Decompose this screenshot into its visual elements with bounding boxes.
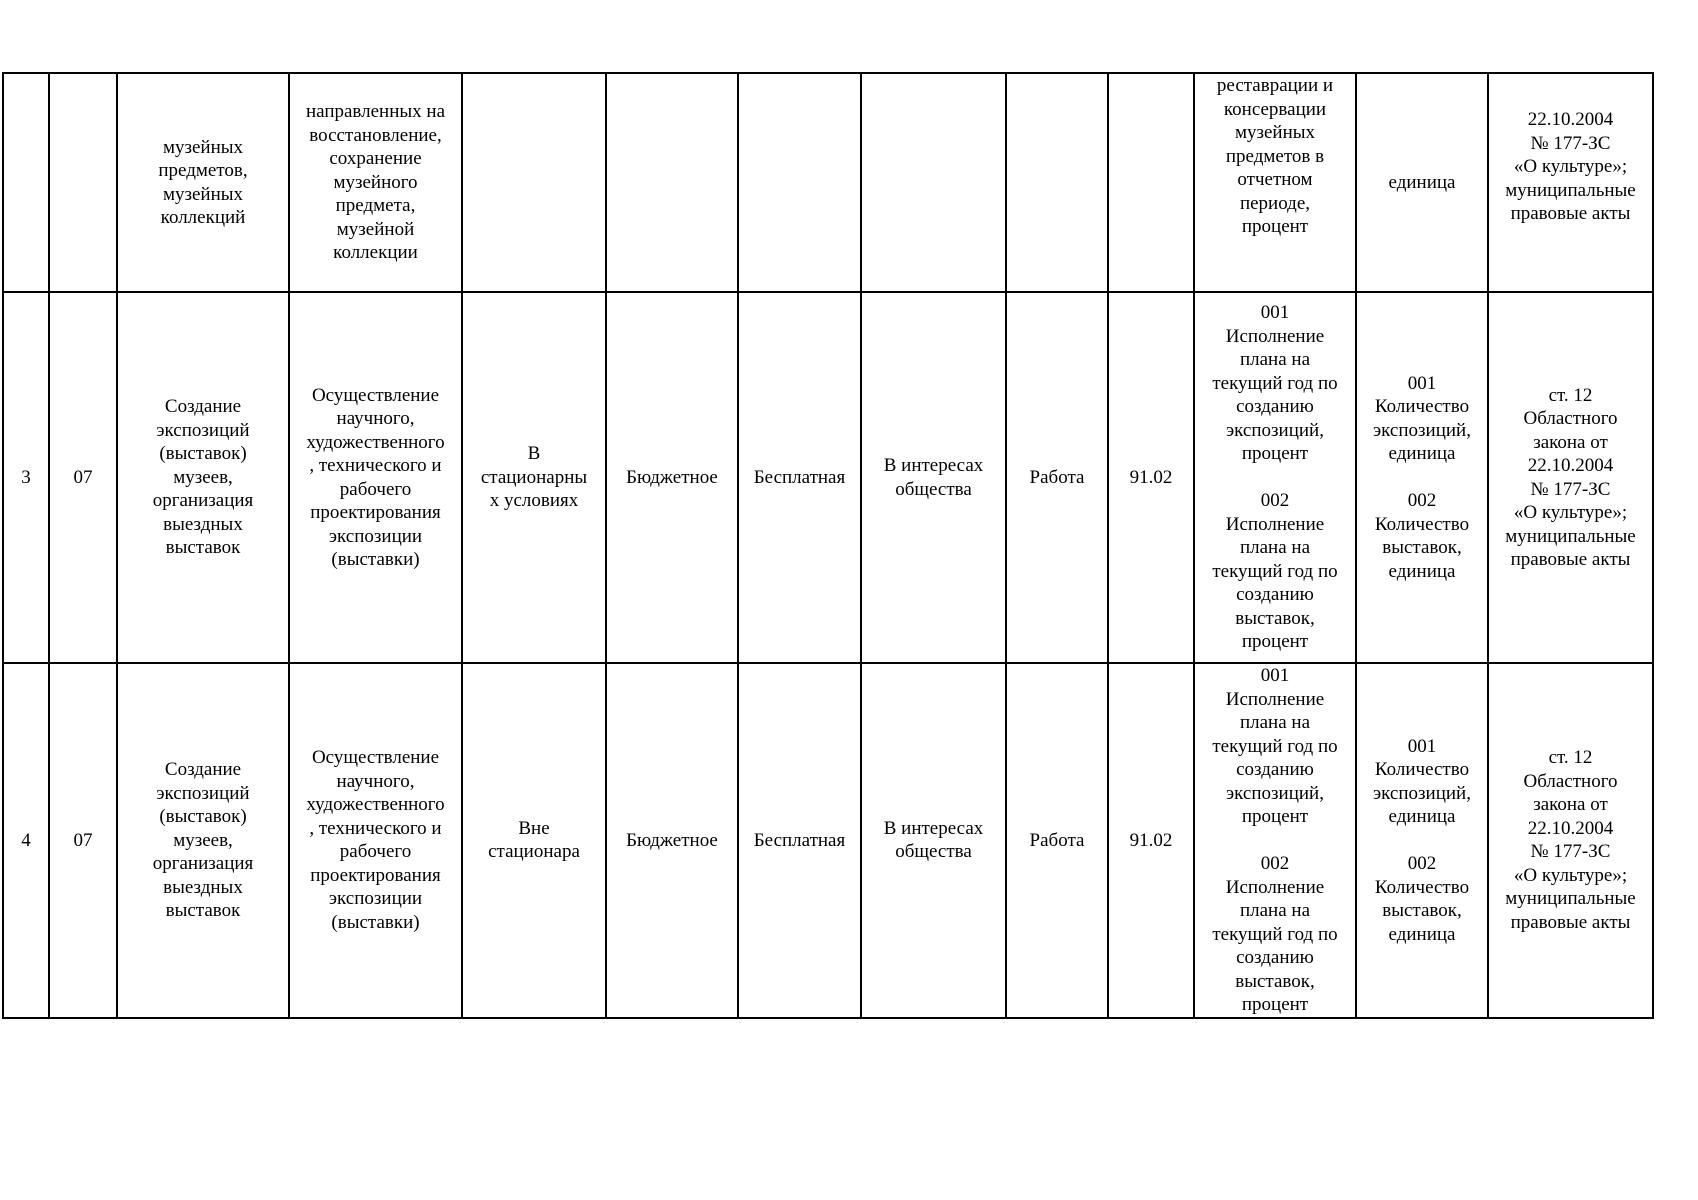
- service-name-cell: Создание экспозиций (выставок) музеев, организация выездных выставок: [117, 292, 289, 663]
- quality-indicator-cell: 001 Исполнение плана на текущий год по созданию экспозиций, процент 002 Исполнение плана на текущий год по созданию выставок, процент: [1194, 663, 1356, 1018]
- services-table: [2, 72, 1654, 1019]
- kind-cell: [1006, 73, 1108, 292]
- interest-cell: В интересах общества: [861, 292, 1006, 663]
- kind-cell: Работа: [1006, 292, 1108, 663]
- payment-cell: Бесплатная: [738, 292, 861, 663]
- payment-cell: [738, 73, 861, 292]
- volume-indicator-cell: единица: [1356, 73, 1488, 292]
- institution-type-cell: Бюджетное: [606, 663, 738, 1018]
- service-name-cell: Создание экспозиций (выставок) музеев, организация выездных выставок: [117, 663, 289, 1018]
- quality-indicator-cell: 001 Исполнение плана на текущий год по созданию экспозиций, процент 002 Исполнение плана на текущий год по созданию выставок, процент: [1194, 292, 1356, 663]
- code-cell: [49, 73, 117, 292]
- volume-indicator-cell: 001 Количество экспозиций, единица 002 Количество выставок, единица: [1356, 663, 1488, 1018]
- interest-cell: [861, 73, 1006, 292]
- row-number-cell: 4: [3, 663, 49, 1018]
- volume-indicator-cell: 001 Количество экспозиций, единица 002 Количество выставок, единица: [1356, 292, 1488, 663]
- service-content-cell: направленных на восстановление, сохранение музейного предмета, музейной коллекции: [289, 73, 462, 292]
- service-content-cell: Осуществление научного, художественного , технического и рабочего проектирования экспозиции (выставки): [289, 663, 462, 1018]
- payment-cell: Бесплатная: [738, 663, 861, 1018]
- quality-indicator-cell: реставрации и консервации музейных предметов в отчетном периоде, процент: [1194, 73, 1356, 292]
- interest-cell: В интересах общества: [861, 663, 1006, 1018]
- table-row: [3, 663, 1653, 1018]
- legal-basis-cell: 22.10.2004 № 177-ЗС «О культуре»; муниципальные правовые акты: [1488, 73, 1653, 292]
- service-content-cell: Осуществление научного, художественного , технического и рабочего проектирования экспозиции (выставки): [289, 292, 462, 663]
- legal-basis-cell: ст. 12 Областного закона от 22.10.2004 № 177-ЗС «О культуре»; муниципальные правовые акты: [1488, 292, 1653, 663]
- conditions-cell: [462, 73, 606, 292]
- okved-cell: 91.02: [1108, 292, 1194, 663]
- institution-type-cell: [606, 73, 738, 292]
- table-row: [3, 73, 1653, 292]
- okved-cell: 91.02: [1108, 663, 1194, 1018]
- conditions-cell: Вне стационара: [462, 663, 606, 1018]
- code-cell: 07: [49, 663, 117, 1018]
- okved-cell: [1108, 73, 1194, 292]
- kind-cell: Работа: [1006, 663, 1108, 1018]
- table-row: [3, 292, 1653, 663]
- row-number-cell: 3: [3, 292, 49, 663]
- conditions-cell: В стационарны х условиях: [462, 292, 606, 663]
- legal-basis-cell: ст. 12 Областного закона от 22.10.2004 № 177-ЗС «О культуре»; муниципальные правовые акты: [1488, 663, 1653, 1018]
- institution-type-cell: Бюджетное: [606, 292, 738, 663]
- code-cell: 07: [49, 292, 117, 663]
- row-number-cell: [3, 73, 49, 292]
- service-name-cell: музейных предметов, музейных коллекций: [117, 73, 289, 292]
